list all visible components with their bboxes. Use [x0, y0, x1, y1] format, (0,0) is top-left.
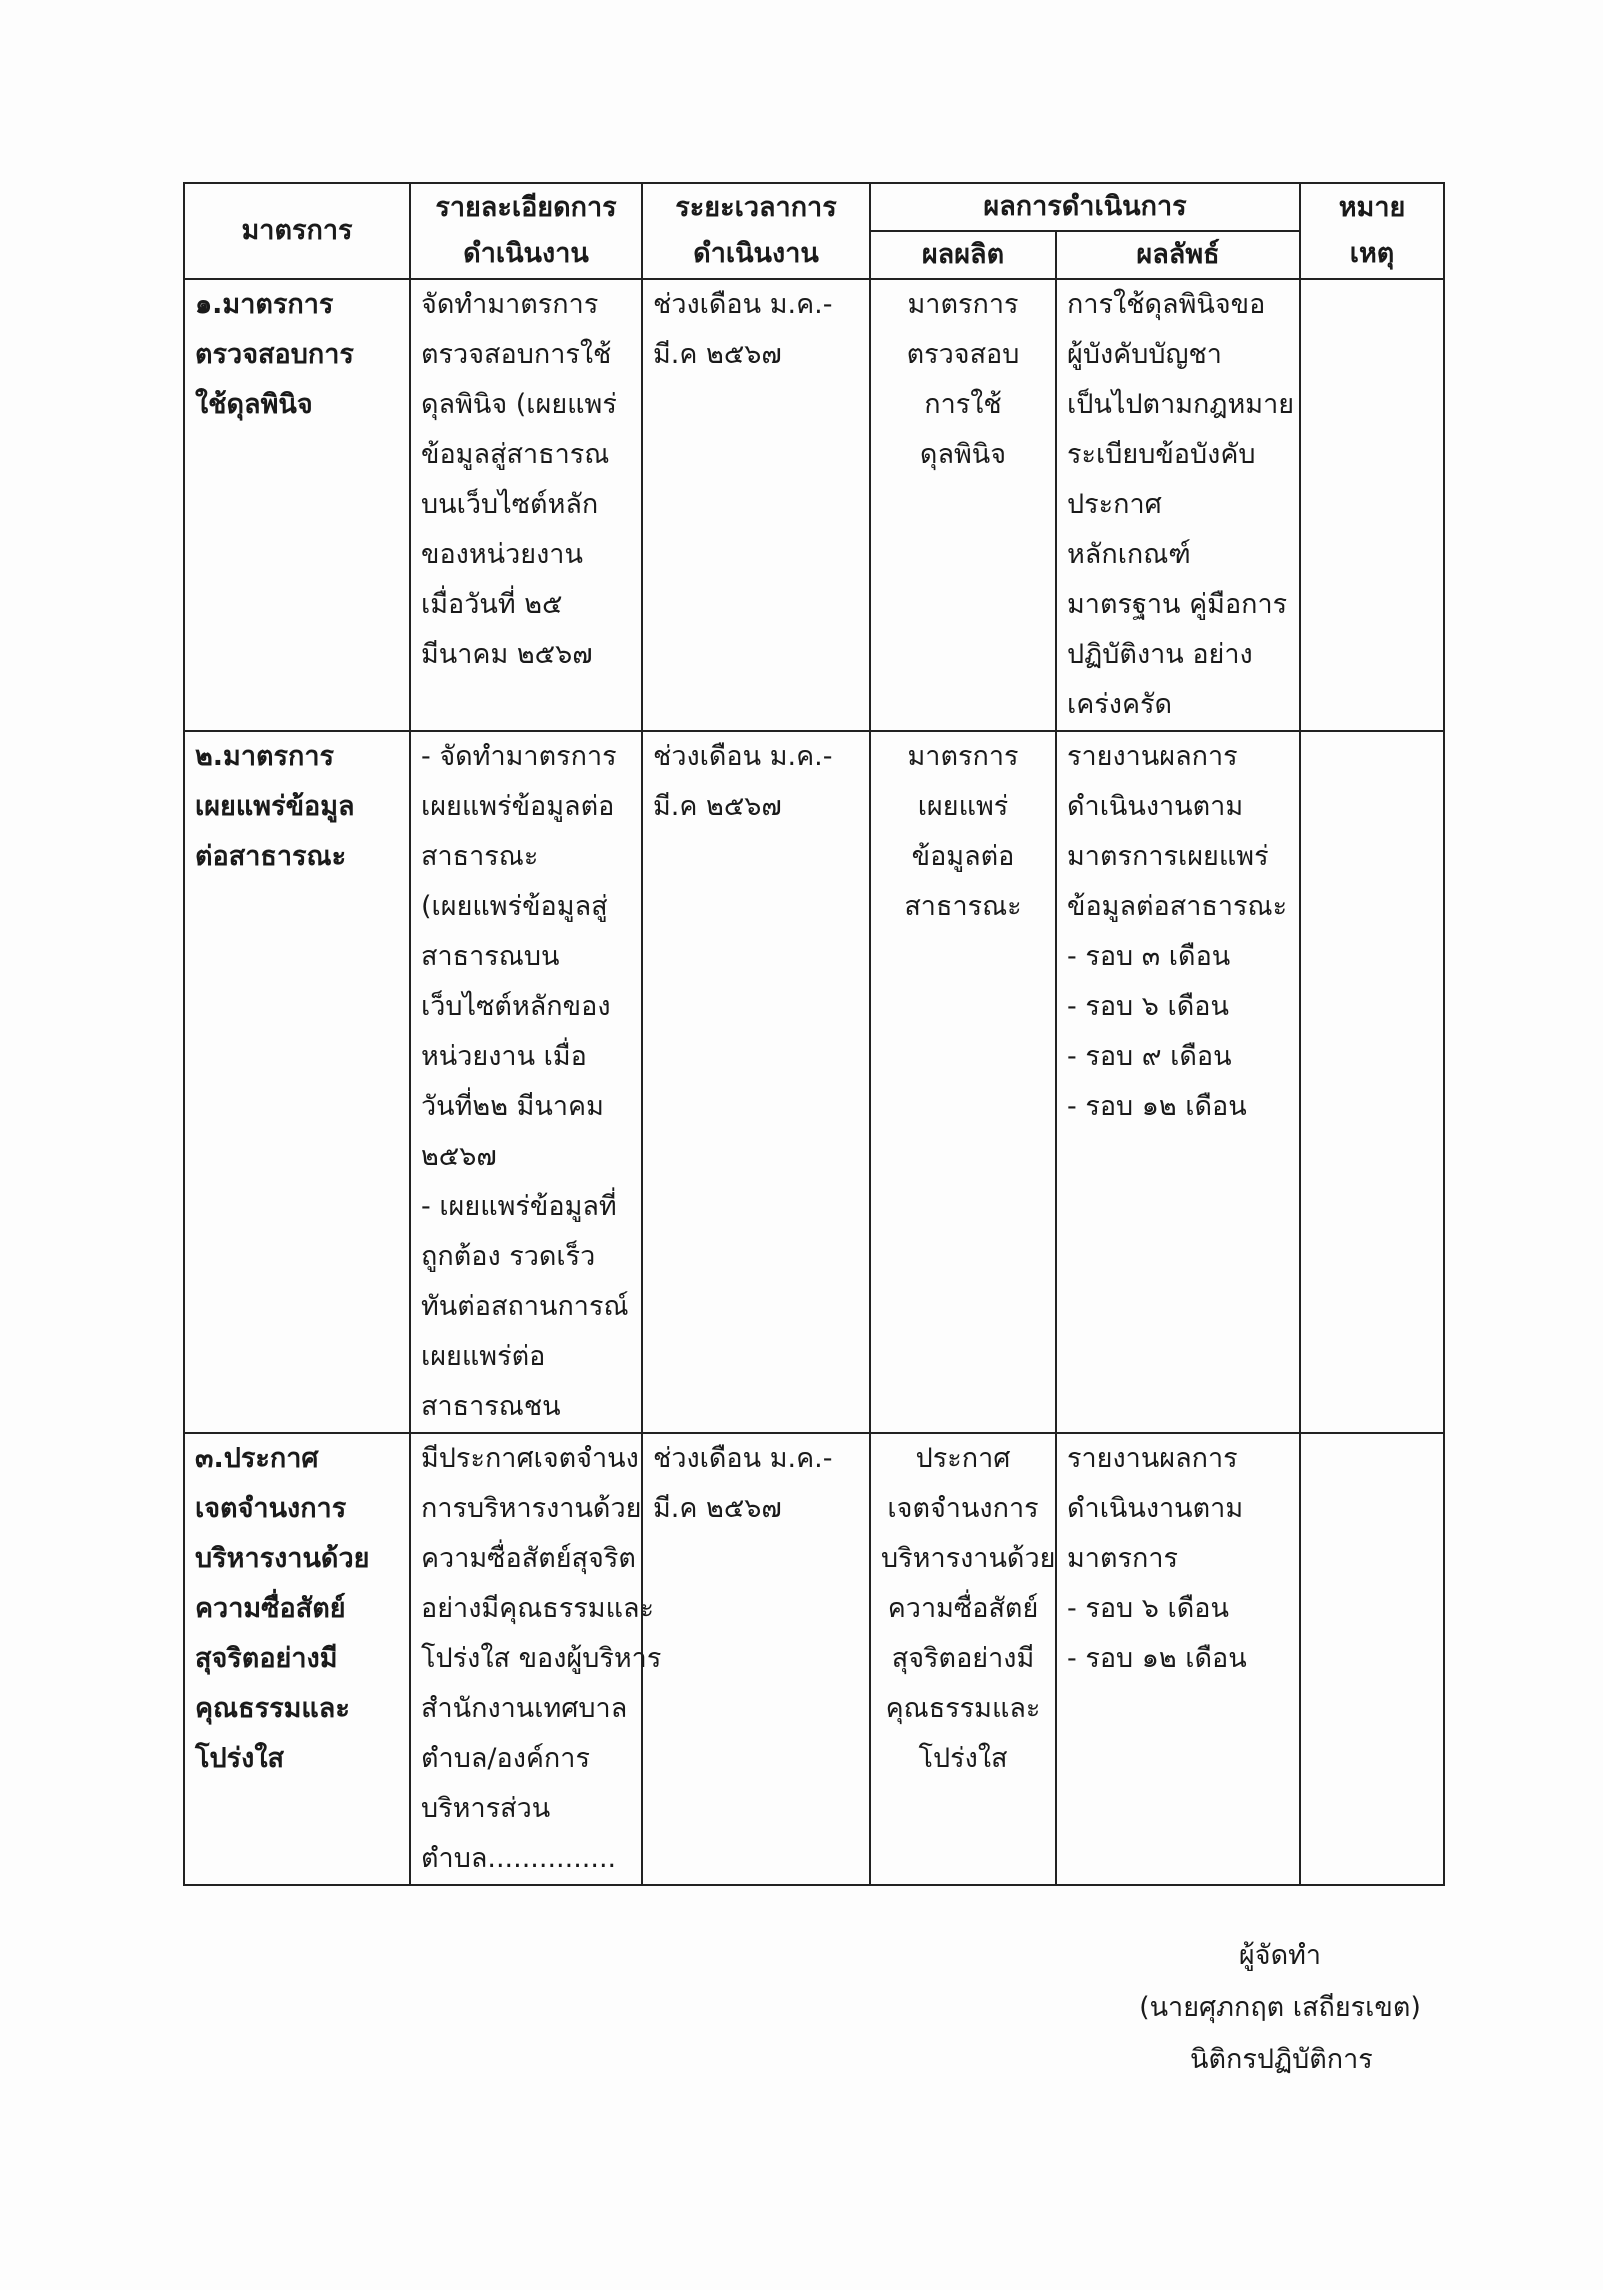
cell-text-line: มาตรการ: [907, 741, 1019, 772]
cell-text-line: ประกาศ: [915, 1443, 1011, 1474]
cell-text-line: - จัดทำมาตรการ: [421, 741, 617, 772]
cell-text-line: ตรวจสอบการ: [195, 339, 354, 370]
output-cell: [870, 731, 1056, 1433]
header-remark-line1: หมาย: [1338, 192, 1406, 223]
header-detail-line1: รายละเอียดการ: [435, 192, 617, 223]
remark-cell: [1300, 279, 1444, 731]
detail-cell: [410, 279, 642, 731]
period-cell: [642, 279, 870, 731]
header-period-line2: ดำเนินงาน: [693, 238, 819, 269]
cell-text-line: ๒.มาตรการ: [195, 741, 335, 772]
header-remark-line2: เหตุ: [1349, 238, 1395, 269]
measure-cell: [184, 279, 410, 731]
cell-text-line: ปฏิบัติงาน อย่าง: [1067, 639, 1253, 670]
cell-text-line: บริหารงานด้วย: [195, 1543, 370, 1574]
cell-text-line: ดุลพินิจ: [919, 439, 1007, 470]
cell-text-line: เจตจำนงการ: [887, 1493, 1039, 1524]
cell-text-line: มาตรการ: [907, 289, 1019, 320]
cell-text-line: โปร่งใส: [195, 1743, 284, 1774]
cell-text-line: เผยแพร่ข้อมูล: [195, 791, 355, 822]
output-cell: [870, 1433, 1056, 1885]
cell-text-line: ระเบียบข้อบังคับ: [1067, 439, 1256, 470]
cell-text-line: มี.ค ๒๕๖๗: [653, 1493, 782, 1524]
outcome-cell: [1056, 1433, 1300, 1885]
cell-text-line: เจตจำนงการ: [195, 1493, 347, 1524]
cell-text-line: ผู้บังคับบัญชา: [1067, 339, 1222, 370]
cell-text-line: - เผยแพร่ข้อมูลที่: [421, 1191, 617, 1222]
cell-text-line: มี.ค ๒๕๖๗: [653, 339, 782, 370]
cell-text-line: สาธารณบน: [421, 941, 560, 972]
cell-text-line: ตำบล...............: [421, 1843, 617, 1874]
cell-text-line: สุจริตอย่างมี: [195, 1643, 338, 1674]
period-cell: [642, 1433, 870, 1885]
cell-text-line: เผยแพร่ข้อมูลต่อ: [421, 791, 615, 822]
measures-table: [183, 182, 1445, 1886]
cell-text-line: ทันต่อสถานการณ์: [421, 1291, 629, 1322]
outcome-cell: [1056, 279, 1300, 731]
cell-text-line: วันที่๒๒ มีนาคม: [421, 1091, 604, 1122]
cell-text-line: เป็นไปตามกฎหมาย: [1067, 389, 1295, 420]
cell-text-line: เผยแพร่ต่อ: [421, 1341, 546, 1372]
cell-text-line: เว็บไซต์หลักของ: [421, 991, 611, 1022]
signature-name: (นายศุภกฤต เสถียรเขต): [1139, 1992, 1421, 2023]
cell-text-line: (เผยแพร่ข้อมูลสู่: [421, 891, 608, 922]
cell-text-line: ๓.ประกาศ: [195, 1443, 319, 1474]
header-remark: [1300, 183, 1444, 279]
signature-block: [1100, 1930, 1460, 2086]
remark-cell: [1300, 1433, 1444, 1885]
cell-text-line: การใช้ดุลพินิจขอ: [1067, 289, 1266, 320]
cell-text-line: หน่วยงาน เมื่อ: [421, 1041, 587, 1072]
cell-text-line: ช่วงเดือน ม.ค.-: [653, 1443, 833, 1474]
cell-text-line: มีประกาศเจตจำนง: [421, 1443, 639, 1474]
header-detail: [410, 183, 642, 279]
cell-text-line: มาตรการ: [1067, 1543, 1179, 1574]
cell-text-line: ข้อมูลต่อ: [911, 841, 1015, 872]
cell-text-line: ช่วงเดือน ม.ค.-: [653, 289, 833, 320]
cell-text-line: มีนาคม ๒๕๖๗: [421, 639, 593, 670]
cell-text-line: สาธารณะ: [421, 841, 539, 872]
header-measure: มาตรการ: [184, 183, 410, 279]
cell-text-line: ตำบล/องค์การ: [421, 1743, 590, 1774]
cell-text-line: เมื่อวันที่ ๒๕: [421, 589, 563, 620]
table-row: [184, 731, 1444, 1433]
cell-text-line: - รอบ ๖ เดือน: [1067, 991, 1229, 1022]
cell-text-line: หลักเกณฑ์: [1067, 539, 1191, 570]
measure-cell: [184, 731, 410, 1433]
cell-text-line: ดุลพินิจ (เผยแพร่: [421, 389, 617, 420]
cell-text-line: คุณธรรมและ: [885, 1693, 1041, 1724]
cell-text-line: สำนักงานเทศบาล: [421, 1693, 628, 1724]
cell-text-line: โปร่งใส: [918, 1743, 1008, 1774]
cell-text-line: จัดทำมาตรการ: [421, 289, 599, 320]
cell-text-line: ดำเนินงานตาม: [1067, 791, 1244, 822]
cell-text-line: ตรวจสอบ: [906, 339, 1020, 370]
header-outcome: ผลลัพธ์: [1056, 231, 1300, 279]
header-output: ผลผลิต: [870, 231, 1056, 279]
cell-text-line: ๒๕๖๗: [421, 1141, 497, 1172]
header-row: [184, 183, 1444, 231]
period-cell: [642, 731, 870, 1433]
signature-position: นิติกรปฏิบัติการ: [1190, 2044, 1373, 2075]
outcome-cell: [1056, 731, 1300, 1433]
cell-text-line: มาตรฐาน คู่มือการ: [1067, 589, 1288, 620]
table-body: [184, 279, 1444, 1885]
cell-text-line: มี.ค ๒๕๖๗: [653, 791, 782, 822]
cell-text-line: ต่อสาธารณะ: [195, 841, 347, 872]
cell-text-line: เผยแพร่: [917, 791, 1009, 822]
cell-text-line: ประกาศ: [1067, 489, 1162, 520]
cell-text-line: การใช้: [924, 389, 1002, 420]
cell-text-line: ข้อมูลสู่สาธารณ: [421, 439, 610, 470]
cell-text-line: เคร่งครัด: [1067, 689, 1173, 720]
cell-text-line: บนเว็บไซต์หลัก: [421, 489, 599, 520]
cell-text-line: ๑.มาตรการ: [195, 289, 334, 320]
header-detail-line2: ดำเนินงาน: [463, 238, 589, 269]
cell-text-line: - รอบ ๖ เดือน: [1067, 1593, 1229, 1624]
cell-text-line: การบริหารงานด้วย: [421, 1493, 642, 1524]
cell-text-line: - รอบ ๑๒ เดือน: [1067, 1091, 1247, 1122]
measure-cell: [184, 1433, 410, 1885]
cell-text-line: รายงานผลการ: [1067, 741, 1238, 772]
cell-text-line: สุจริตอย่างมี: [891, 1643, 1035, 1674]
header-period: [642, 183, 870, 279]
output-cell: [870, 279, 1056, 731]
cell-text-line: ความซื่อสัตย์สุจริต: [421, 1543, 636, 1574]
cell-text-line: - รอบ ๙ เดือน: [1067, 1041, 1232, 1072]
remark-cell: [1300, 731, 1444, 1433]
cell-text-line: ดำเนินงานตาม: [1067, 1493, 1244, 1524]
cell-text-line: รายงานผลการ: [1067, 1443, 1238, 1474]
cell-text-line: - รอบ ๓ เดือน: [1067, 941, 1231, 972]
table-row: [184, 1433, 1444, 1885]
cell-text-line: บริหารส่วน: [421, 1793, 551, 1824]
cell-text-line: ความซื่อสัตย์: [195, 1593, 346, 1624]
cell-text-line: สาธารณชน: [421, 1391, 561, 1422]
cell-text-line: ช่วงเดือน ม.ค.-: [653, 741, 833, 772]
cell-text-line: ของหน่วยงาน: [421, 539, 583, 570]
cell-text-line: อย่างมีคุณธรรมและ: [421, 1593, 655, 1624]
signature-label: ผู้จัดทำ: [1238, 1940, 1322, 1971]
header-result-group: ผลการดำเนินการ: [870, 183, 1300, 231]
cell-text-line: คุณธรรมและ: [195, 1693, 350, 1724]
table-row: [184, 279, 1444, 731]
cell-text-line: ตรวจสอบการใช้: [421, 339, 612, 370]
cell-text-line: - รอบ ๑๒ เดือน: [1067, 1643, 1247, 1674]
cell-text-line: ข้อมูลต่อสาธารณะ: [1067, 891, 1288, 922]
cell-text-line: สาธารณะ: [904, 891, 1022, 922]
cell-text-line: ความซื่อสัตย์: [887, 1593, 1039, 1624]
cell-text-line: ใช้ดุลพินิจ: [195, 389, 313, 420]
cell-text-line: มาตรการเผยแพร่: [1067, 841, 1269, 872]
cell-text-line: ถูกต้อง รวดเร็ว: [421, 1241, 596, 1272]
detail-cell: [410, 731, 642, 1433]
cell-text-line: บริหารงานด้วย: [881, 1543, 1056, 1574]
header-period-line1: ระยะเวลาการ: [675, 192, 837, 223]
cell-text-line: โปร่งใส ของผู้บริหาร: [421, 1643, 662, 1674]
detail-cell: [410, 1433, 662, 1885]
